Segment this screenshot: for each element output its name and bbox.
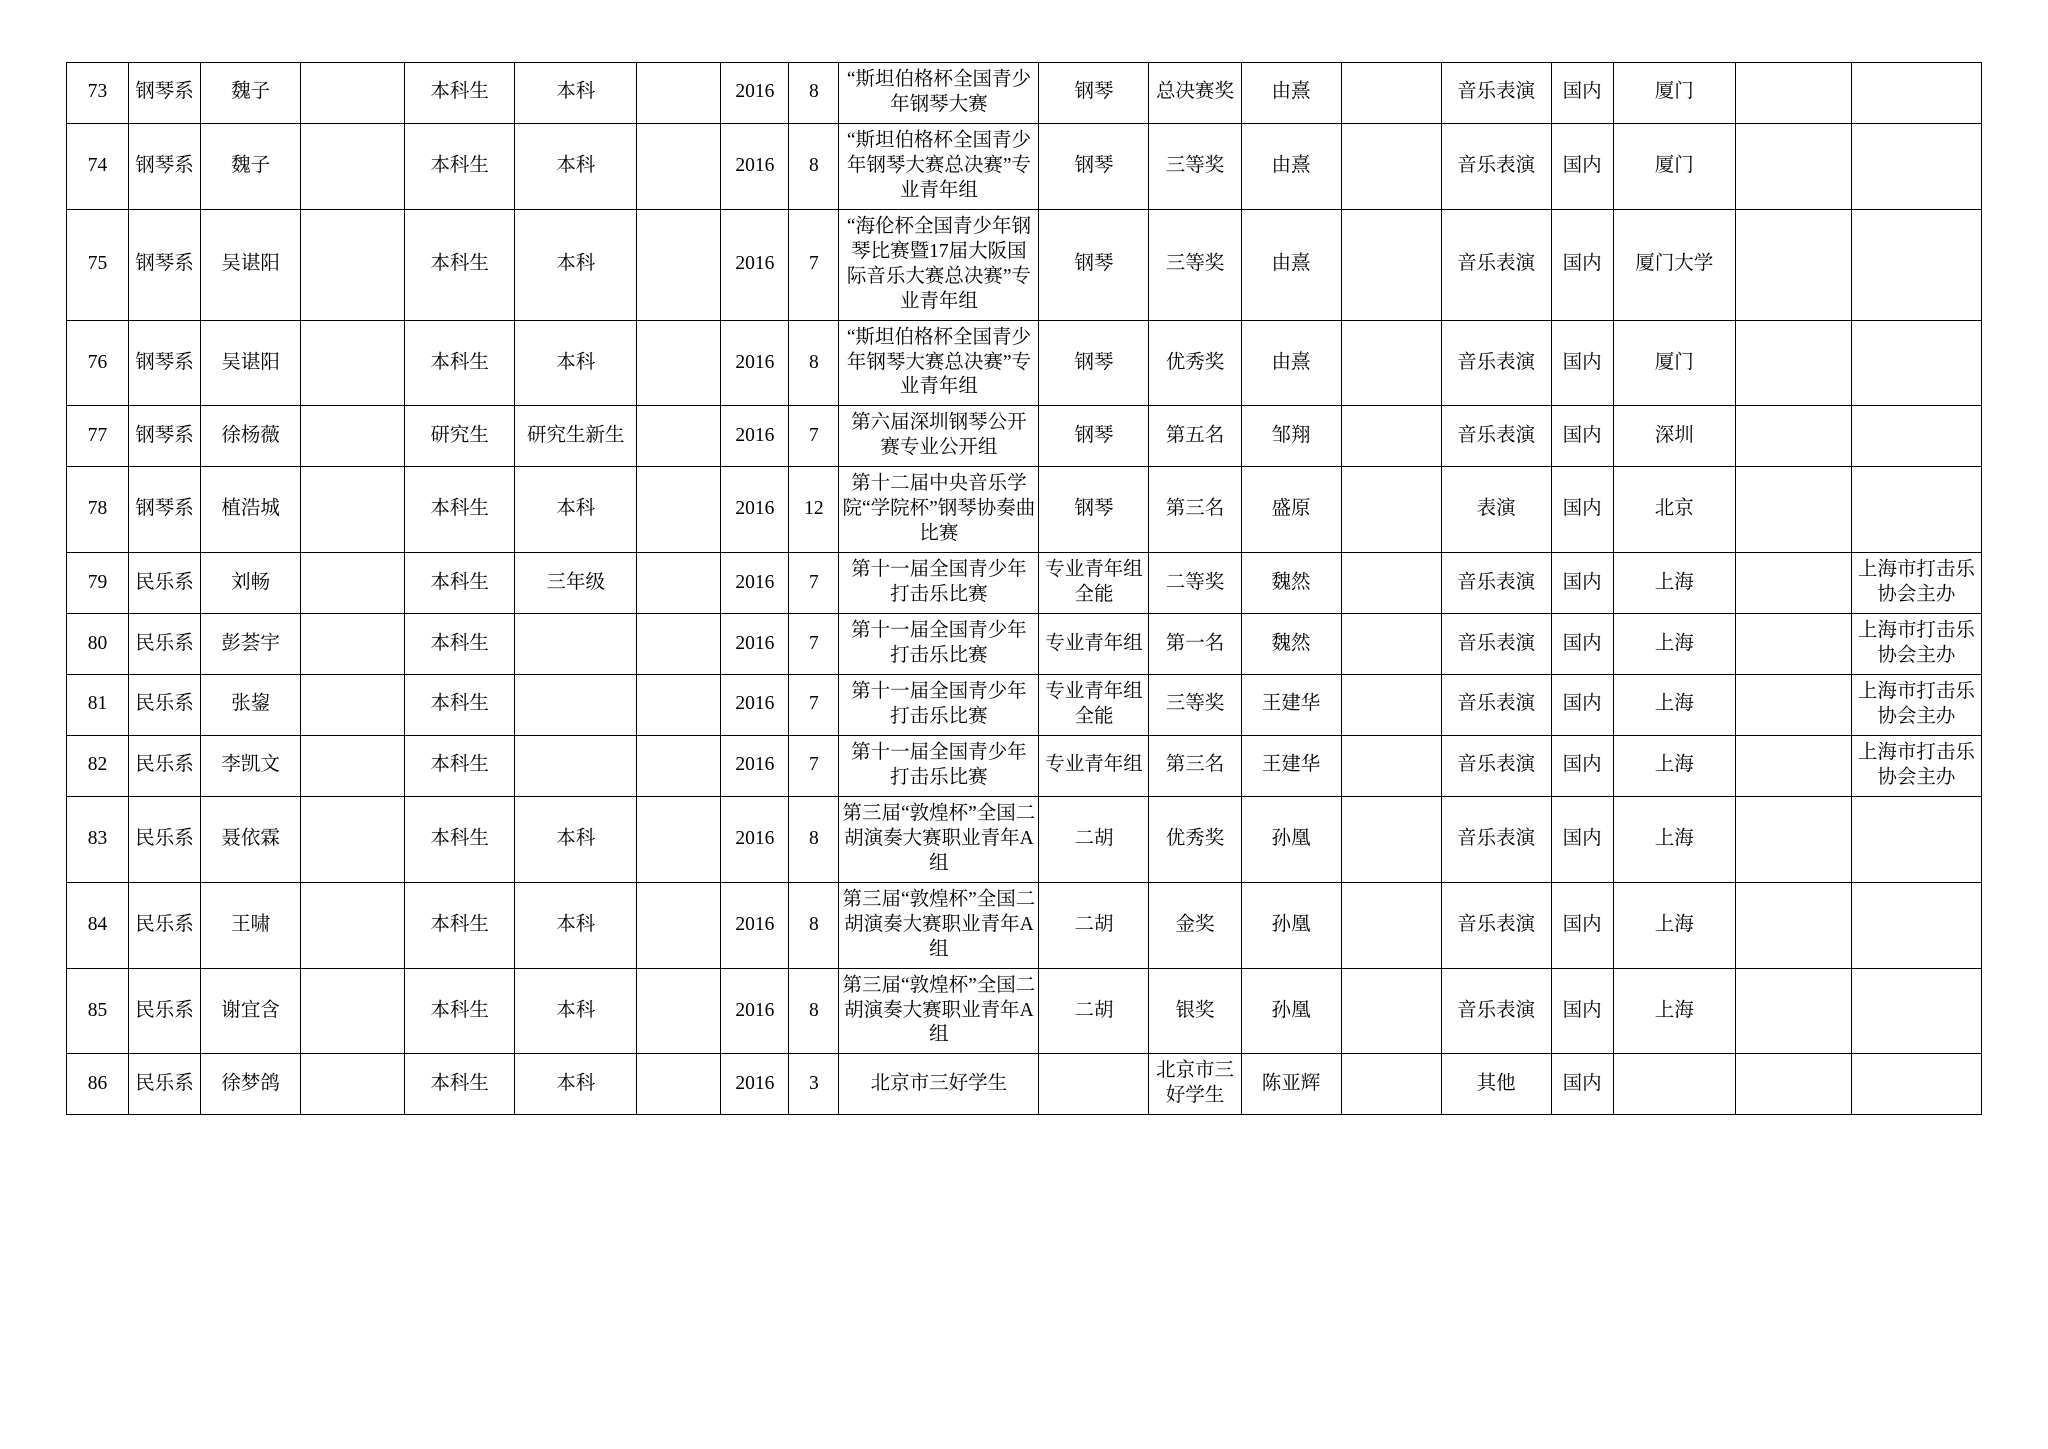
cell-scope: 国内 xyxy=(1551,467,1613,553)
cell-blank-4 xyxy=(1735,553,1851,614)
cell-department: 钢琴系 xyxy=(129,467,201,553)
cell-blank-1 xyxy=(301,553,405,614)
cell-month: 12 xyxy=(789,467,839,553)
cell-month: 8 xyxy=(789,968,839,1054)
cell-place: 厦门大学 xyxy=(1613,209,1735,320)
cell-blank-4 xyxy=(1735,968,1851,1054)
cell-prize: 优秀奖 xyxy=(1149,320,1241,406)
cell-competition-name: “海伦杯全国青少年钢琴比赛暨17届大阪国际音乐大赛总决赛”专业青年组 xyxy=(839,209,1039,320)
cell-major: 其他 xyxy=(1441,1054,1551,1115)
cell-teacher: 王建华 xyxy=(1241,675,1341,736)
cell-place: 上海 xyxy=(1613,675,1735,736)
cell-note xyxy=(1851,209,1981,320)
cell-blank-2 xyxy=(637,553,721,614)
cell-student-type: 本科生 xyxy=(405,968,515,1054)
cell-prize: 第三名 xyxy=(1149,735,1241,796)
cell-place: 上海 xyxy=(1613,553,1735,614)
cell-prize: 二等奖 xyxy=(1149,553,1241,614)
cell-education-level: 本科 xyxy=(515,968,637,1054)
cell-year: 2016 xyxy=(721,63,789,124)
cell-blank-3 xyxy=(1341,796,1441,882)
cell-blank-1 xyxy=(301,406,405,467)
cell-major: 音乐表演 xyxy=(1441,882,1551,968)
cell-place: 上海 xyxy=(1613,614,1735,675)
cell-index: 77 xyxy=(67,406,129,467)
cell-blank-2 xyxy=(637,968,721,1054)
cell-scope: 国内 xyxy=(1551,209,1613,320)
cell-year: 2016 xyxy=(721,320,789,406)
cell-blank-4 xyxy=(1735,320,1851,406)
cell-prize: 三等奖 xyxy=(1149,209,1241,320)
cell-note xyxy=(1851,63,1981,124)
cell-blank-1 xyxy=(301,123,405,209)
cell-student-type: 本科生 xyxy=(405,1054,515,1115)
cell-blank-2 xyxy=(637,320,721,406)
cell-department: 民乐系 xyxy=(129,735,201,796)
cell-blank-1 xyxy=(301,209,405,320)
cell-place xyxy=(1613,1054,1735,1115)
cell-teacher: 陈亚辉 xyxy=(1241,1054,1341,1115)
cell-teacher: 孙凰 xyxy=(1241,796,1341,882)
cell-blank-2 xyxy=(637,1054,721,1115)
cell-blank-3 xyxy=(1341,614,1441,675)
cell-index: 85 xyxy=(67,968,129,1054)
cell-student-name: 魏子 xyxy=(201,63,301,124)
cell-education-level: 本科 xyxy=(515,320,637,406)
cell-year: 2016 xyxy=(721,209,789,320)
cell-scope: 国内 xyxy=(1551,675,1613,736)
cell-prize: 第三名 xyxy=(1149,467,1241,553)
cell-major: 音乐表演 xyxy=(1441,123,1551,209)
cell-index: 81 xyxy=(67,675,129,736)
cell-student-name: 吴谌阳 xyxy=(201,209,301,320)
cell-note xyxy=(1851,968,1981,1054)
cell-blank-4 xyxy=(1735,796,1851,882)
cell-month: 7 xyxy=(789,209,839,320)
cell-month: 8 xyxy=(789,320,839,406)
cell-competition-name: 第十一届全国青少年打击乐比赛 xyxy=(839,735,1039,796)
cell-blank-2 xyxy=(637,614,721,675)
cell-place: 深圳 xyxy=(1613,406,1735,467)
cell-student-name: 魏子 xyxy=(201,123,301,209)
cell-blank-4 xyxy=(1735,63,1851,124)
cell-teacher: 魏然 xyxy=(1241,553,1341,614)
cell-month: 7 xyxy=(789,735,839,796)
cell-teacher: 魏然 xyxy=(1241,614,1341,675)
cell-index: 76 xyxy=(67,320,129,406)
cell-student-name: 王啸 xyxy=(201,882,301,968)
cell-scope: 国内 xyxy=(1551,320,1613,406)
cell-instrument: 二胡 xyxy=(1039,882,1149,968)
cell-competition-name: 第十一届全国青少年打击乐比赛 xyxy=(839,553,1039,614)
cell-blank-4 xyxy=(1735,1054,1851,1115)
cell-blank-4 xyxy=(1735,406,1851,467)
cell-blank-1 xyxy=(301,968,405,1054)
student-awards-table xyxy=(66,62,1982,1115)
table-row xyxy=(67,675,1982,736)
cell-place: 厦门 xyxy=(1613,320,1735,406)
cell-teacher: 由熹 xyxy=(1241,123,1341,209)
cell-student-name: 吴谌阳 xyxy=(201,320,301,406)
cell-department: 民乐系 xyxy=(129,968,201,1054)
cell-scope: 国内 xyxy=(1551,406,1613,467)
cell-blank-1 xyxy=(301,63,405,124)
cell-year: 2016 xyxy=(721,968,789,1054)
cell-student-name: 张鋆 xyxy=(201,675,301,736)
cell-prize: 第五名 xyxy=(1149,406,1241,467)
cell-competition-name: 北京市三好学生 xyxy=(839,1054,1039,1115)
cell-department: 民乐系 xyxy=(129,882,201,968)
cell-scope: 国内 xyxy=(1551,1054,1613,1115)
cell-year: 2016 xyxy=(721,467,789,553)
cell-blank-1 xyxy=(301,796,405,882)
cell-index: 80 xyxy=(67,614,129,675)
cell-education-level: 本科 xyxy=(515,123,637,209)
cell-education-level: 三年级 xyxy=(515,553,637,614)
table-row xyxy=(67,1054,1982,1115)
cell-prize: 金奖 xyxy=(1149,882,1241,968)
table-row xyxy=(67,467,1982,553)
cell-teacher: 孙凰 xyxy=(1241,968,1341,1054)
cell-blank-2 xyxy=(637,796,721,882)
cell-year: 2016 xyxy=(721,123,789,209)
cell-instrument: 专业青年组全能 xyxy=(1039,553,1149,614)
cell-note: 上海市打击乐协会主办 xyxy=(1851,735,1981,796)
cell-month: 8 xyxy=(789,796,839,882)
cell-student-type: 本科生 xyxy=(405,553,515,614)
cell-competition-name: 第十一届全国青少年打击乐比赛 xyxy=(839,675,1039,736)
cell-student-name: 刘畅 xyxy=(201,553,301,614)
cell-teacher: 邹翔 xyxy=(1241,406,1341,467)
cell-month: 8 xyxy=(789,882,839,968)
cell-education-level: 本科 xyxy=(515,209,637,320)
cell-year: 2016 xyxy=(721,406,789,467)
cell-blank-3 xyxy=(1341,735,1441,796)
cell-department: 民乐系 xyxy=(129,1054,201,1115)
cell-scope: 国内 xyxy=(1551,735,1613,796)
cell-index: 78 xyxy=(67,467,129,553)
cell-blank-3 xyxy=(1341,209,1441,320)
cell-blank-1 xyxy=(301,735,405,796)
cell-blank-4 xyxy=(1735,123,1851,209)
cell-index: 74 xyxy=(67,123,129,209)
cell-major: 表演 xyxy=(1441,467,1551,553)
cell-teacher: 由熹 xyxy=(1241,63,1341,124)
cell-month: 3 xyxy=(789,1054,839,1115)
cell-student-type: 本科生 xyxy=(405,467,515,553)
cell-note xyxy=(1851,1054,1981,1115)
cell-competition-name: “斯坦伯格杯全国青少年钢琴大赛总决赛”专业青年组 xyxy=(839,123,1039,209)
cell-blank-2 xyxy=(637,882,721,968)
table-row xyxy=(67,796,1982,882)
cell-education-level: 本科 xyxy=(515,467,637,553)
cell-student-name: 谢宜含 xyxy=(201,968,301,1054)
cell-student-name: 李凯文 xyxy=(201,735,301,796)
cell-student-type: 本科生 xyxy=(405,796,515,882)
cell-year: 2016 xyxy=(721,796,789,882)
cell-instrument: 专业青年组全能 xyxy=(1039,675,1149,736)
cell-competition-name: 第六届深圳钢琴公开赛专业公开组 xyxy=(839,406,1039,467)
cell-blank-2 xyxy=(637,467,721,553)
cell-month: 7 xyxy=(789,614,839,675)
cell-competition-name: 第三届“敦煌杯”全国二胡演奏大赛职业青年A组 xyxy=(839,882,1039,968)
cell-place: 上海 xyxy=(1613,796,1735,882)
cell-education-level: 本科 xyxy=(515,63,637,124)
cell-blank-4 xyxy=(1735,209,1851,320)
cell-note xyxy=(1851,123,1981,209)
cell-place: 上海 xyxy=(1613,735,1735,796)
cell-note xyxy=(1851,406,1981,467)
cell-index: 75 xyxy=(67,209,129,320)
table-row xyxy=(67,968,1982,1054)
table-row xyxy=(67,614,1982,675)
table-row xyxy=(67,735,1982,796)
cell-blank-1 xyxy=(301,882,405,968)
cell-education-level: 本科 xyxy=(515,882,637,968)
cell-student-type: 本科生 xyxy=(405,123,515,209)
table-row xyxy=(67,882,1982,968)
cell-instrument: 二胡 xyxy=(1039,968,1149,1054)
cell-department: 民乐系 xyxy=(129,675,201,736)
cell-department: 民乐系 xyxy=(129,553,201,614)
cell-blank-4 xyxy=(1735,467,1851,553)
cell-place: 北京 xyxy=(1613,467,1735,553)
table-row xyxy=(67,63,1982,124)
cell-scope: 国内 xyxy=(1551,614,1613,675)
table-row xyxy=(67,406,1982,467)
cell-student-type: 本科生 xyxy=(405,675,515,736)
cell-teacher: 由熹 xyxy=(1241,320,1341,406)
table-row xyxy=(67,553,1982,614)
cell-month: 7 xyxy=(789,553,839,614)
cell-blank-3 xyxy=(1341,1054,1441,1115)
cell-major: 音乐表演 xyxy=(1441,675,1551,736)
cell-year: 2016 xyxy=(721,735,789,796)
cell-blank-2 xyxy=(637,209,721,320)
cell-blank-3 xyxy=(1341,63,1441,124)
cell-major: 音乐表演 xyxy=(1441,209,1551,320)
cell-blank-3 xyxy=(1341,123,1441,209)
cell-student-type: 本科生 xyxy=(405,735,515,796)
cell-competition-name: 第十一届全国青少年打击乐比赛 xyxy=(839,614,1039,675)
cell-instrument: 钢琴 xyxy=(1039,209,1149,320)
cell-instrument: 钢琴 xyxy=(1039,320,1149,406)
cell-blank-2 xyxy=(637,406,721,467)
cell-blank-2 xyxy=(637,123,721,209)
cell-prize: 总决赛奖 xyxy=(1149,63,1241,124)
cell-index: 79 xyxy=(67,553,129,614)
cell-student-name: 植浩城 xyxy=(201,467,301,553)
cell-prize: 北京市三好学生 xyxy=(1149,1054,1241,1115)
table-row xyxy=(67,123,1982,209)
cell-teacher: 孙凰 xyxy=(1241,882,1341,968)
cell-blank-3 xyxy=(1341,553,1441,614)
cell-place: 厦门 xyxy=(1613,123,1735,209)
cell-blank-1 xyxy=(301,1054,405,1115)
cell-student-name: 聂依霖 xyxy=(201,796,301,882)
cell-education-level xyxy=(515,675,637,736)
cell-blank-3 xyxy=(1341,320,1441,406)
cell-teacher: 王建华 xyxy=(1241,735,1341,796)
cell-department: 钢琴系 xyxy=(129,406,201,467)
cell-index: 83 xyxy=(67,796,129,882)
cell-prize: 优秀奖 xyxy=(1149,796,1241,882)
cell-education-level: 本科 xyxy=(515,796,637,882)
cell-major: 音乐表演 xyxy=(1441,735,1551,796)
cell-month: 7 xyxy=(789,675,839,736)
cell-blank-3 xyxy=(1341,968,1441,1054)
cell-place: 上海 xyxy=(1613,882,1735,968)
cell-major: 音乐表演 xyxy=(1441,63,1551,124)
cell-competition-name: “斯坦伯格杯全国青少年钢琴大赛 xyxy=(839,63,1039,124)
cell-blank-4 xyxy=(1735,614,1851,675)
cell-department: 民乐系 xyxy=(129,796,201,882)
cell-education-level: 本科 xyxy=(515,1054,637,1115)
cell-place: 上海 xyxy=(1613,968,1735,1054)
cell-blank-4 xyxy=(1735,882,1851,968)
cell-student-type: 本科生 xyxy=(405,614,515,675)
cell-competition-name: “斯坦伯格杯全国青少年钢琴大赛总决赛”专业青年组 xyxy=(839,320,1039,406)
cell-note xyxy=(1851,467,1981,553)
cell-year: 2016 xyxy=(721,1054,789,1115)
cell-prize: 第一名 xyxy=(1149,614,1241,675)
cell-blank-3 xyxy=(1341,467,1441,553)
cell-blank-3 xyxy=(1341,882,1441,968)
cell-blank-3 xyxy=(1341,675,1441,736)
cell-place: 厦门 xyxy=(1613,63,1735,124)
cell-year: 2016 xyxy=(721,553,789,614)
cell-blank-2 xyxy=(637,735,721,796)
cell-department: 民乐系 xyxy=(129,614,201,675)
cell-instrument: 钢琴 xyxy=(1039,63,1149,124)
cell-major: 音乐表演 xyxy=(1441,968,1551,1054)
cell-student-name: 彭荟宇 xyxy=(201,614,301,675)
table-row xyxy=(67,209,1982,320)
cell-year: 2016 xyxy=(721,614,789,675)
cell-index: 84 xyxy=(67,882,129,968)
cell-teacher: 由熹 xyxy=(1241,209,1341,320)
cell-department: 钢琴系 xyxy=(129,320,201,406)
table-body xyxy=(67,63,1982,1115)
cell-scope: 国内 xyxy=(1551,968,1613,1054)
cell-blank-2 xyxy=(637,675,721,736)
cell-instrument: 钢琴 xyxy=(1039,123,1149,209)
cell-instrument: 专业青年组 xyxy=(1039,614,1149,675)
cell-blank-4 xyxy=(1735,675,1851,736)
cell-blank-1 xyxy=(301,614,405,675)
cell-scope: 国内 xyxy=(1551,123,1613,209)
cell-blank-1 xyxy=(301,467,405,553)
cell-blank-1 xyxy=(301,675,405,736)
cell-student-type: 研究生 xyxy=(405,406,515,467)
cell-month: 8 xyxy=(789,63,839,124)
cell-index: 82 xyxy=(67,735,129,796)
cell-prize: 银奖 xyxy=(1149,968,1241,1054)
cell-student-name: 徐杨薇 xyxy=(201,406,301,467)
cell-student-type: 本科生 xyxy=(405,882,515,968)
cell-student-name: 徐梦鸽 xyxy=(201,1054,301,1115)
cell-major: 音乐表演 xyxy=(1441,320,1551,406)
cell-scope: 国内 xyxy=(1551,796,1613,882)
cell-instrument: 钢琴 xyxy=(1039,467,1149,553)
cell-instrument: 二胡 xyxy=(1039,796,1149,882)
cell-competition-name: 第三届“敦煌杯”全国二胡演奏大赛职业青年A组 xyxy=(839,968,1039,1054)
cell-note: 上海市打击乐协会主办 xyxy=(1851,675,1981,736)
cell-year: 2016 xyxy=(721,675,789,736)
cell-note xyxy=(1851,320,1981,406)
cell-blank-3 xyxy=(1341,406,1441,467)
cell-instrument xyxy=(1039,1054,1149,1115)
cell-student-type: 本科生 xyxy=(405,209,515,320)
cell-year: 2016 xyxy=(721,882,789,968)
cell-student-type: 本科生 xyxy=(405,63,515,124)
cell-blank-2 xyxy=(637,63,721,124)
cell-education-level xyxy=(515,614,637,675)
cell-competition-name: 第三届“敦煌杯”全国二胡演奏大赛职业青年A组 xyxy=(839,796,1039,882)
cell-note xyxy=(1851,796,1981,882)
cell-department: 钢琴系 xyxy=(129,209,201,320)
cell-department: 钢琴系 xyxy=(129,63,201,124)
cell-student-type: 本科生 xyxy=(405,320,515,406)
cell-major: 音乐表演 xyxy=(1441,614,1551,675)
cell-major: 音乐表演 xyxy=(1441,796,1551,882)
cell-month: 8 xyxy=(789,123,839,209)
cell-index: 86 xyxy=(67,1054,129,1115)
cell-scope: 国内 xyxy=(1551,63,1613,124)
cell-major: 音乐表演 xyxy=(1441,553,1551,614)
cell-instrument: 钢琴 xyxy=(1039,406,1149,467)
cell-teacher: 盛原 xyxy=(1241,467,1341,553)
cell-note xyxy=(1851,882,1981,968)
cell-blank-4 xyxy=(1735,735,1851,796)
cell-note: 上海市打击乐协会主办 xyxy=(1851,553,1981,614)
cell-competition-name: 第十二届中央音乐学院“学院杯”钢琴协奏曲比赛 xyxy=(839,467,1039,553)
cell-month: 7 xyxy=(789,406,839,467)
cell-scope: 国内 xyxy=(1551,553,1613,614)
cell-education-level xyxy=(515,735,637,796)
cell-prize: 三等奖 xyxy=(1149,123,1241,209)
cell-prize: 三等奖 xyxy=(1149,675,1241,736)
cell-scope: 国内 xyxy=(1551,882,1613,968)
cell-department: 钢琴系 xyxy=(129,123,201,209)
cell-blank-1 xyxy=(301,320,405,406)
cell-note: 上海市打击乐协会主办 xyxy=(1851,614,1981,675)
cell-education-level: 研究生新生 xyxy=(515,406,637,467)
cell-instrument: 专业青年组 xyxy=(1039,735,1149,796)
cell-major: 音乐表演 xyxy=(1441,406,1551,467)
cell-index: 73 xyxy=(67,63,129,124)
table-row xyxy=(67,320,1982,406)
